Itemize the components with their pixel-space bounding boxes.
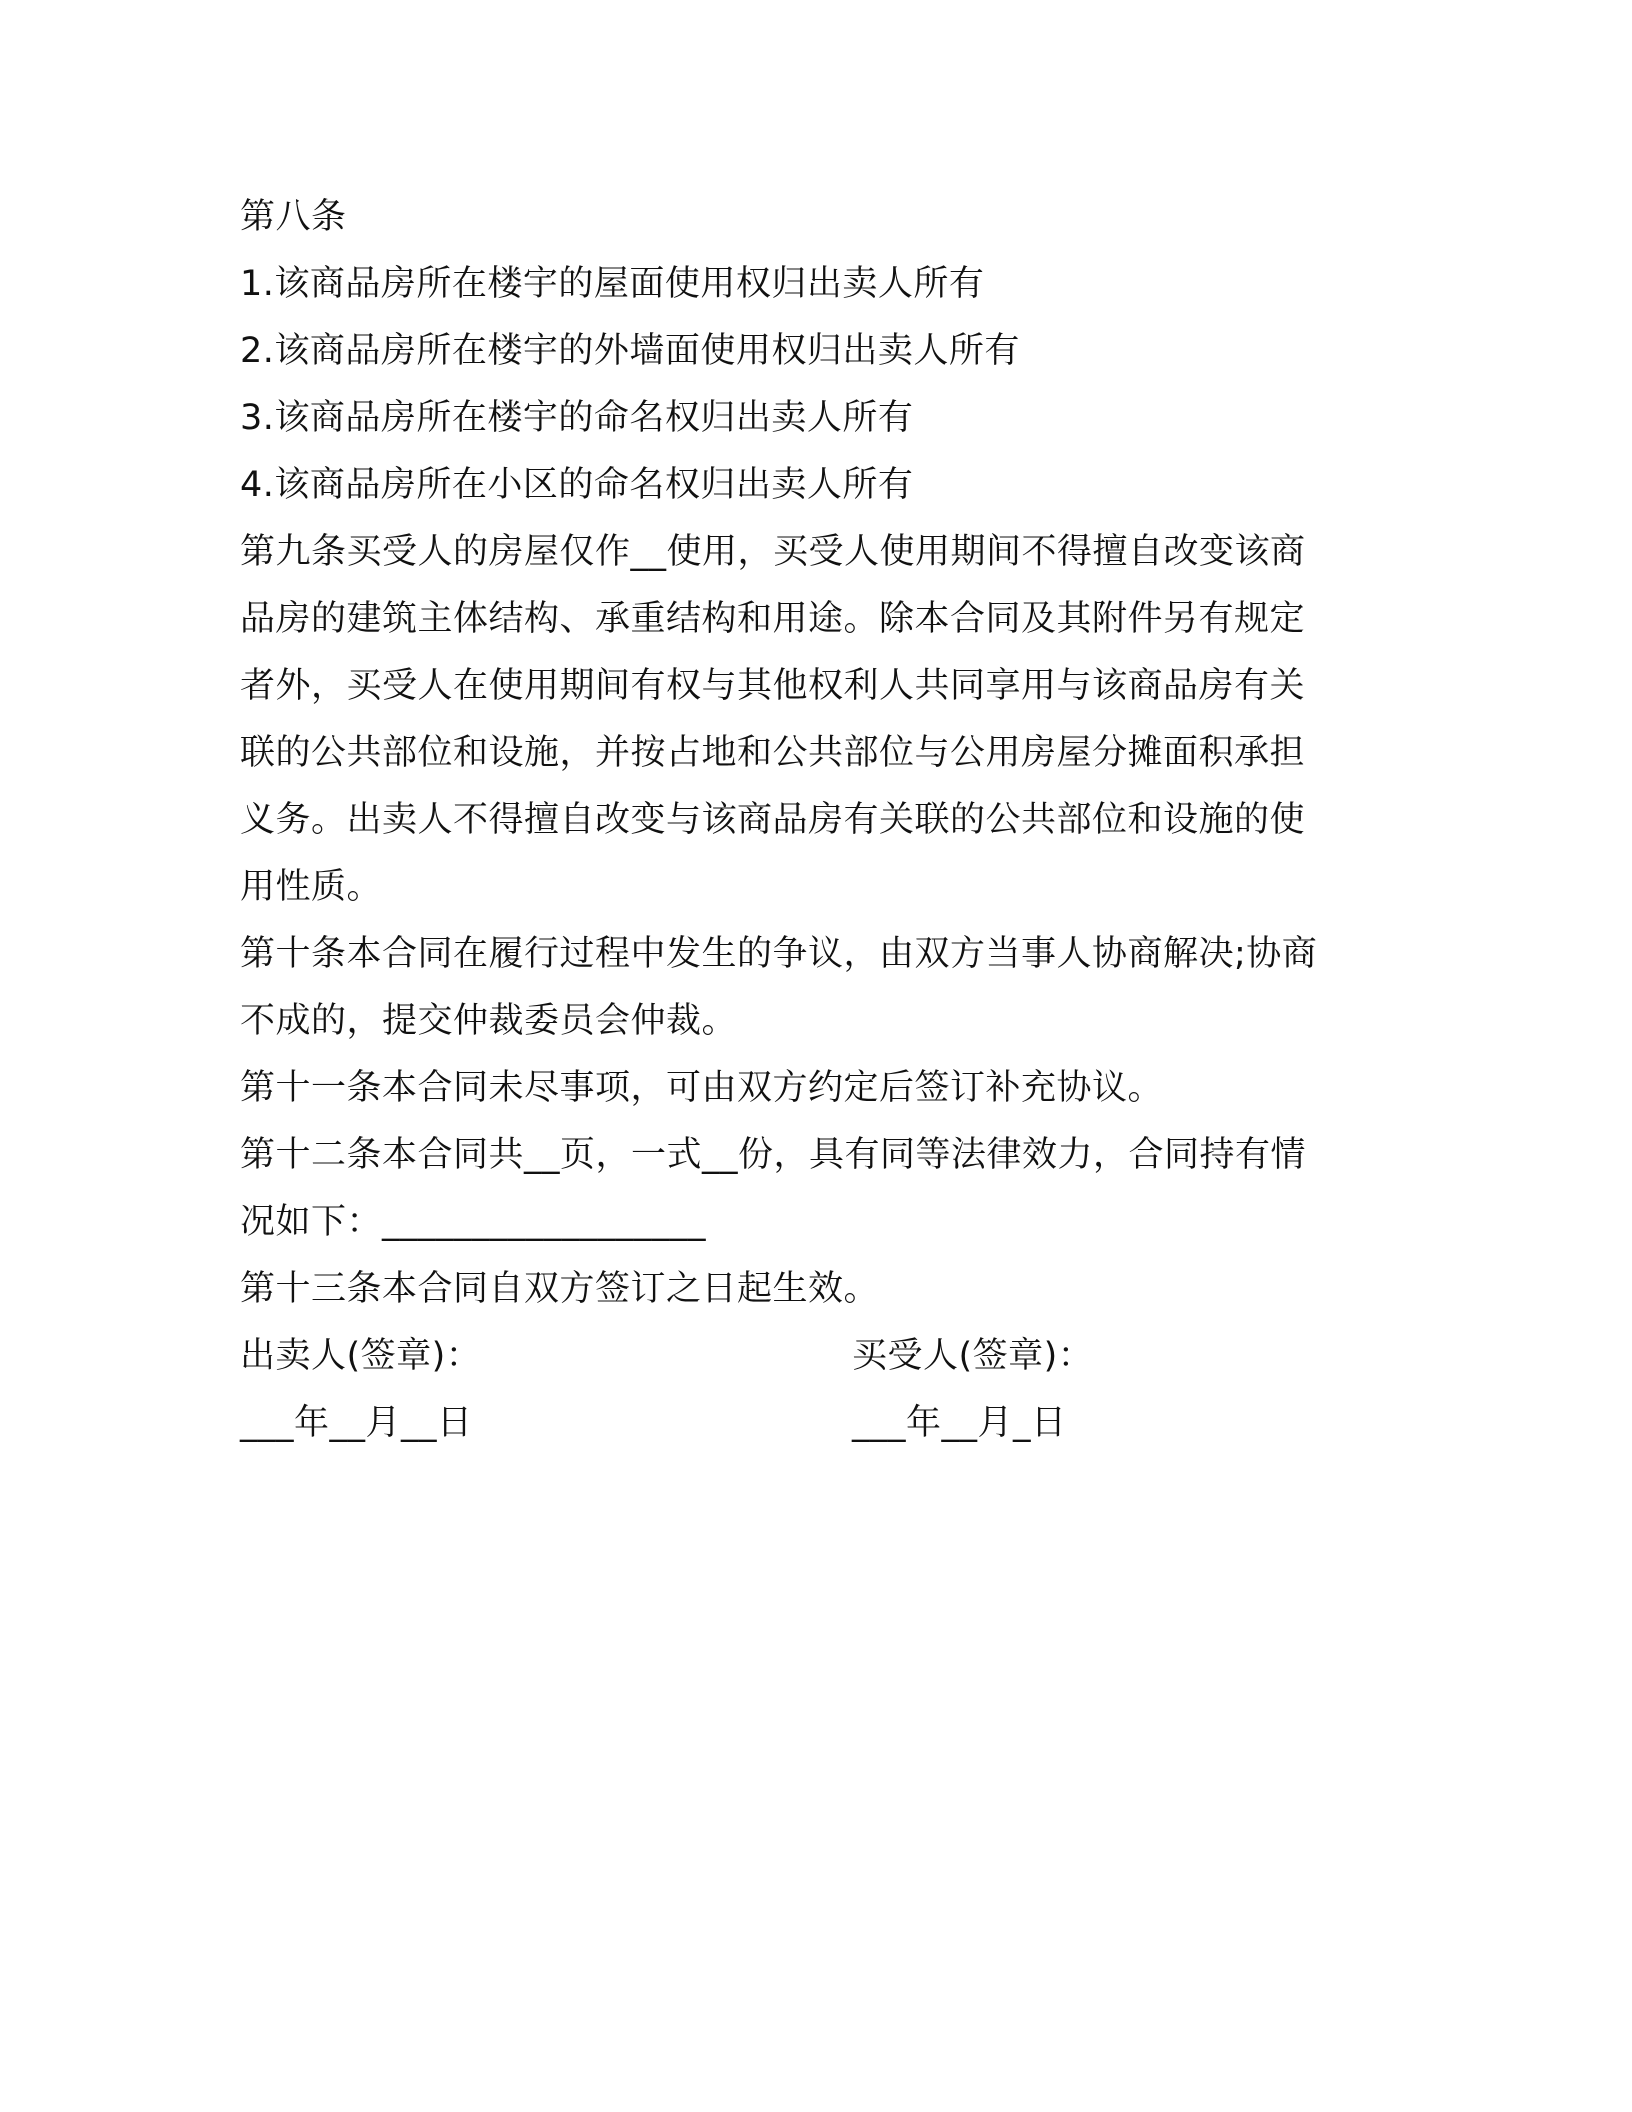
article-10-line: 第十条本合同在履行过程中发生的争议，由双方当事人协商解决;协商 [240,934,1318,974]
contract-body [240,184,1370,1457]
article-10-paragraph [240,921,1370,1055]
article-9-line: 品房的建筑主体结构、承重结构和用途。除本合同及其附件另有规定 [240,599,1306,639]
article-9-paragraph [240,519,1370,921]
seller-signature-label: 出卖人(签章)： [240,1336,482,1376]
article-8-item-4: 4.该商品房所在小区的命名权归出卖人所有 [240,465,914,505]
article-8-item-3: 3.该商品房所在楼宇的命名权归出卖人所有 [240,398,914,438]
article-12-line: 第十二条本合同共__页，一式__份，具有同等法律效力，合同持有情 [240,1135,1307,1175]
buyer-signature-label: 买受人(签章)： [852,1336,1094,1376]
article-9-line: 义务。出卖人不得擅自改变与该商品房有关联的公共部位和设施的使 [240,800,1306,840]
article-8-heading: 第八条 [240,197,347,237]
article-12-paragraph [240,1122,1370,1256]
article-8-item-2: 2.该商品房所在楼宇的外墙面使用权归出卖人所有 [240,331,1020,371]
article-11-paragraph: 第十一条本合同未尽事项，可由双方约定后签订补充协议。 [240,1068,1164,1108]
article-9-line: 用性质。 [240,867,383,907]
article-9-line: 联的公共部位和设施，并按占地和公共部位与公用房屋分摊面积承担 [240,733,1306,773]
signature-labels-row [240,1323,1370,1390]
signature-dates-row [240,1390,1370,1457]
article-13-paragraph: 第十三条本合同自双方签订之日起生效。 [240,1269,880,1309]
seller-date-field: ___年__月__日 [240,1403,473,1443]
buyer-date-field: ___年__月_日 [852,1403,1067,1443]
article-10-line: 不成的，提交仲裁委员会仲裁。 [240,1001,738,1041]
article-9-line: 第九条买受人的房屋仅作__使用，买受人使用期间不得擅自改变该商 [240,532,1306,572]
article-8-item-1: 1.该商品房所在楼宇的屋面使用权归出卖人所有 [240,264,985,304]
article-12-line: 况如下：__________________ [240,1202,707,1242]
article-9-line: 者外，买受人在使用期间有权与其他权利人共同享用与该商品房有关 [240,666,1306,706]
